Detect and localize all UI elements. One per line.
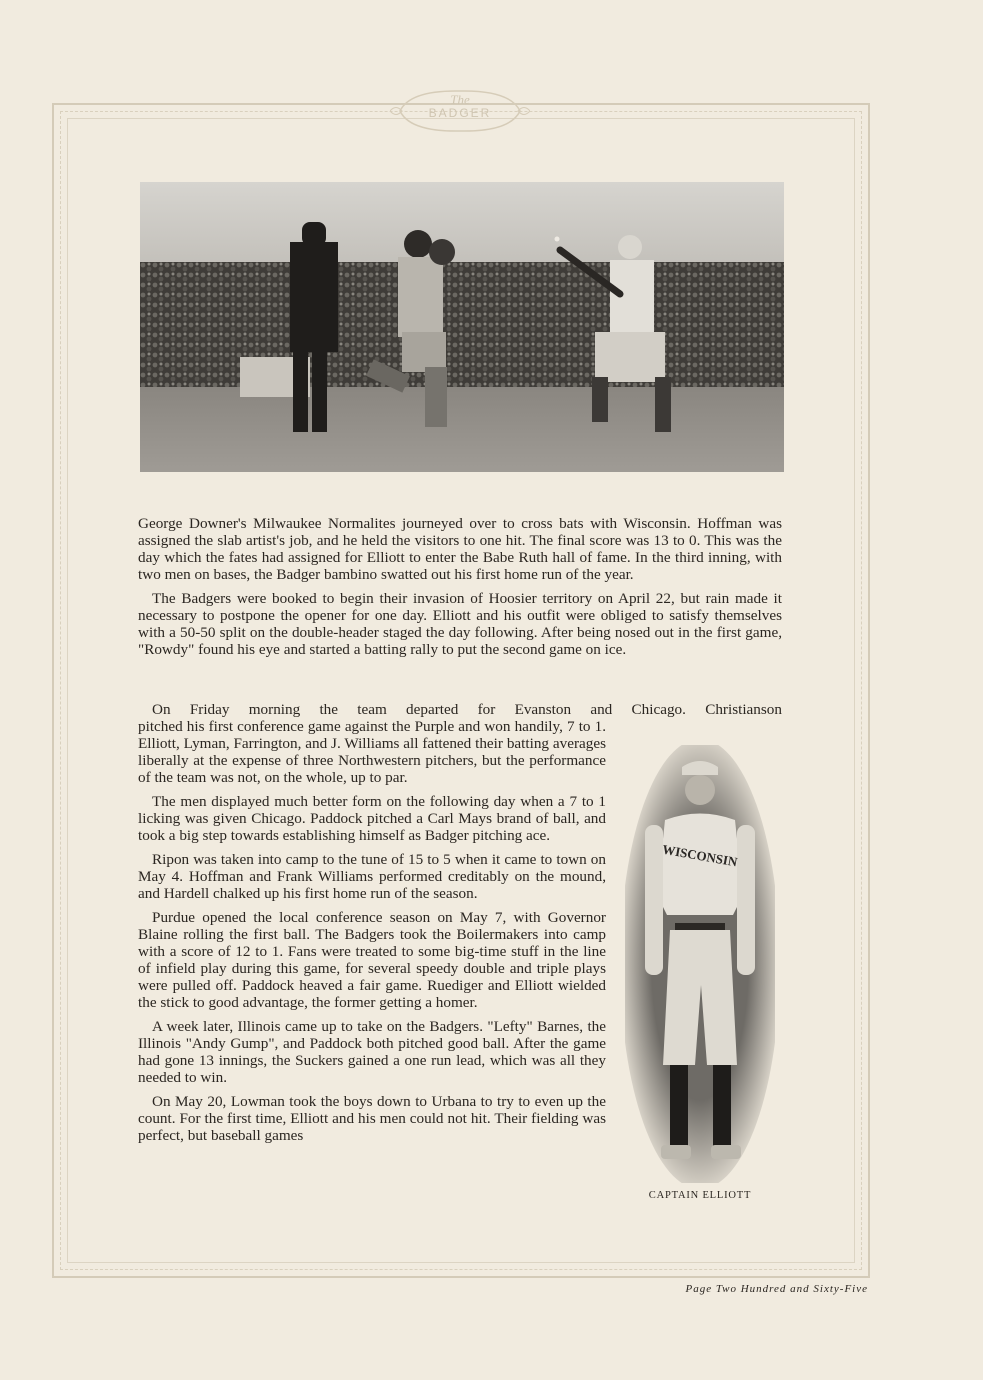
paragraph: The Badgers were booked to begin their invasion of Hoosier territory on April 22, but rain made it necessary to postpone the opener for one day. Elliott and his outfit were obliged to satisfy themselves with a 50-50 split on the double-header staged the day following. After being nosed out in the first game, "Rowdy" found his eye and started a batting rally to put the second game on ice. <box>138 590 782 658</box>
crest-line-2: BADGER <box>428 106 492 120</box>
paragraph: A week later, Illinois came up to take on the Badgers. "Lefty" Barnes, the Illinois "Andy Gump", and Paddock both pitched good ball. After the game had gone 13 innings, the Suckers gained a one run lead, which was all they needed to win. <box>138 1018 606 1086</box>
photo-caption: CAPTAIN ELLIOTT <box>648 1190 752 1201</box>
paragraph: Purdue opened the local conference season on May 7, with Governor Blaine rolling the first ball. The Badgers took the Boilermakers into camp with a score of 12 to 1. Fans were treated to some big-time stuff in the line of infield play during this game, for several speedy double and triple plays were pulled off. Paddock heaved a fair game. Ruediger and Elliott wielded the stick to good advantage, the former getting a homer. <box>138 909 606 1011</box>
paragraph: Ripon was taken into camp to the tune of 15 to 5 when it came to town on May 4. Hoffman and Frank Williams performed creditably on the mound, and Hardell chalked up his first home run of the season. <box>138 851 606 902</box>
page-number: Page Two Hundred and Sixty-Five <box>685 1283 868 1295</box>
paragraph: pitched his first conference game against the Purple and won handily, 7 to 1. Elliott, Lyman, Farrington, and J. Williams all fattened their batting averages liberally at the expense of three Northwestern pitchers, but the performance of the team was not, on the whole, up to par. <box>138 718 606 786</box>
paragraph: The men displayed much better form on the following day when a 7 to 1 licking was given Chicago. Paddock pitched a Carl Mays brand of ball, and took a big step towards establishing himself as Badger pitching ace. <box>138 793 606 844</box>
crest-line-1: The <box>450 92 470 107</box>
paragraph: On May 20, Lowman took the boys down to Urbana to try to even up the count. For the first time, Elliott and his men could not hit. Their fielding was perfect, but baseball games <box>138 1093 606 1144</box>
article-text-full-width <box>138 515 782 665</box>
paragraph-lead-line: On Friday morning the team departed for Evanston and Chicago. Christianson <box>152 701 782 718</box>
badger-crest-logo <box>390 88 530 134</box>
captain-elliott-portrait <box>625 745 775 1183</box>
baseball-game-photo <box>140 182 784 472</box>
article-text-column <box>138 718 606 1151</box>
paragraph: George Downer's Milwaukee Normalites journeyed over to cross bats with Wisconsin. Hoffman was assigned the slab artist's job, and he held the visitors to one hit. The final score was 13 to 0. This was the day which the fates had assigned for Elliott to enter the Babe Ruth hall of fame. In the third inning, with two men on bases, the Badger bambino swatted out his first home run of the year. <box>138 515 782 583</box>
jersey-lettering: WISCONSIN <box>661 841 739 870</box>
